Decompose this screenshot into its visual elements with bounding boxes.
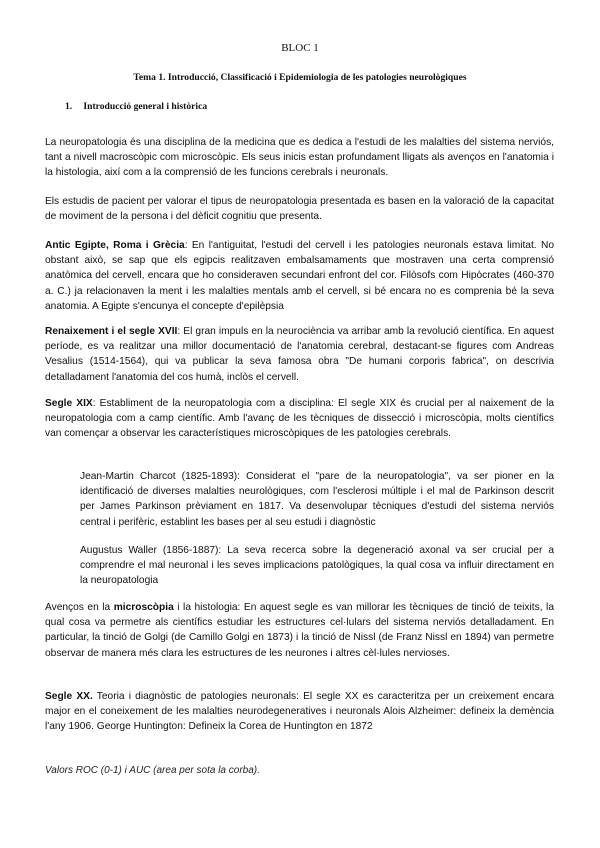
- microscopy-label: microscòpia: [113, 602, 174, 613]
- renaissance-text: : El gran impuls en la neurociència va arribar amb la revolució científica. En aquest període, es va realitzar una millor documentació de l'anatomia cerebral, destacant-se figures com Andreas Vesalius (1514-1564), qui va publicar la seva famosa obra "De humani corporis fabrica", on descrivia detalladament l'anatomia del cos humà, inclòs el cervell.: [45, 326, 554, 383]
- renaissance-label: Renaixement i el segle XVII: [45, 326, 178, 337]
- footer-note: Valors ROC (0-1) i AUC (area per sota la corba).: [45, 765, 260, 776]
- paragraph-renaissance: [45, 324, 554, 385]
- topic-title: Tema 1. Introducció, Classificació i Epidemiologia de les patologies neurològiques: [133, 72, 467, 83]
- antiquity-label: Antic Egipte, Roma i Grècia: [45, 240, 185, 251]
- 20th-century-text: Teoria i diagnòstic de patologies neuronals: El segle XX es caracteritza per un creixement encara major en el coneixement de les malalties neurodegeneratives i neuronals Alois Alzheimer: defineix la demència l'any 1906. George Huntington: Defineix la Corea de Huntington en 1872: [45, 691, 555, 733]
- paragraph-19th-century: [45, 396, 554, 442]
- section-heading: [65, 101, 207, 112]
- paragraph-patient-studies: Els estudis de pacient per valorar el tipus de neuropatologia presentada es basen en la valoració de la capacitat de moviment de la persona i del dèficit cognitiu que presenta.: [45, 196, 554, 223]
- 19th-century-text: : Establiment de la neuropatologia com a disciplina: El segle XIX és crucial per al naixement de la neuropatologia com a camp científic. Amb l'avanç de les tècniques de dissecció i microscòpia, molts científics van començar a observar les característiques microscòpiques de les patologies cerebrals.: [45, 398, 554, 440]
- section-title: Introducció general i històrica: [83, 101, 208, 112]
- paragraph-microscopy: [45, 600, 554, 661]
- 20th-century-label: Segle XX.: [45, 691, 93, 702]
- section-number: 1.: [65, 101, 73, 112]
- block-header: BLOC 1: [281, 42, 319, 54]
- paragraph-waller: Augustus Waller (1856-1887): La seva recerca sobre la degeneració axonal va ser crucial per a comprendre el mal neuronal i les seves implicacions patològiques, la qual cosa va influir directament en la neuropatologia: [80, 545, 554, 587]
- microscopy-text: i la histologia: En aquest segle es van millorar les tècniques de tinció de teixits, la qual cosa va permetre als científics estudiar les estructures cel·lulars del sistema nerviós detalladament. En particular, la tinció de Golgi (de Camillo Golgi en 1873) i la tinció de Nissl (de Franz Nissl en 1894) van permetre observar de manera més clara les estructures de les neurones i altres cèl·lules nervioses.: [45, 602, 554, 659]
- antiquity-text: : En l'antiguitat, l'estudi del cervell i les patologies neuronals estava limitat. No obstant això, se sap que els egipcis realitzaven embalsamaments que mostraven una certa comprensió anatòmica del cervell, encara que ho consideraven secundari enfront del cor. Filòsofs com Hipòcrates (460-370 a. C.) ja relacionaven la ment i les malalties mentals amb el cervell, si bé encara no es comprenia bé la seva anatomia. A Egipte s'encunya el concepte d'epilèpsia: [45, 240, 554, 312]
- paragraph-20th-century: [45, 689, 554, 735]
- paragraph-antiquity: [45, 238, 554, 314]
- 19th-century-label: Segle XIX: [45, 398, 93, 409]
- microscopy-prefix: Avenços en la: [45, 602, 114, 613]
- paragraph-intro: La neuropatologia és una disciplina de la medicina que es dedica a l'estudi de les malalties del sistema nerviós, tant a nivell macroscòpic com microscòpic. Els seus inicis estan profundament lligats als avenços en l'anatomia i la histologia, així com a la comprensió de les funcions cerebrals i neuronals.: [45, 137, 554, 179]
- paragraph-charcot: Jean-Martin Charcot (1825-1893): Considerat el "pare de la neuropatologia", va ser pioner en la identificació de diverses malalties neurològiques, com l'esclerosi múltiple i el mal de Parkinson descrit per James Parkinson prèviament en 1817. Va desenvolupar tècniques d'estudi del sistema nerviós central i perifèric, establint les bases per al seu estudi i diagnòstic: [80, 471, 554, 528]
